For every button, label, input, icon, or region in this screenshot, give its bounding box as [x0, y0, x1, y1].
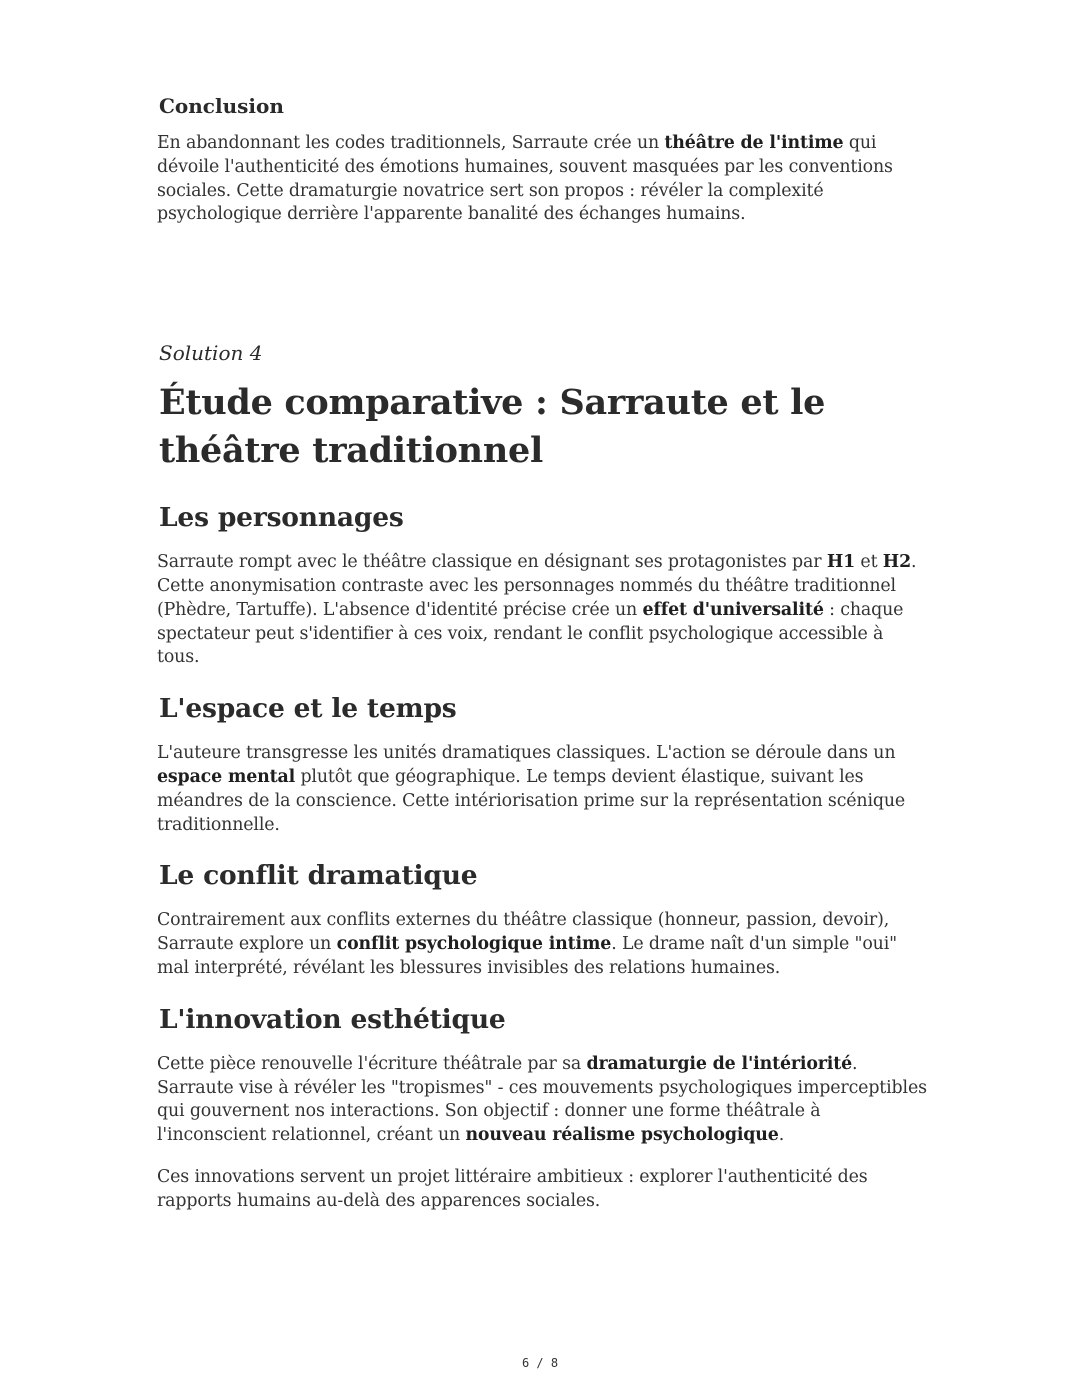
section-heading: L'espace et le temps: [159, 693, 457, 725]
section-heading: Le conflit dramatique: [159, 860, 478, 892]
solution-label: Solution 4: [159, 341, 263, 366]
section-innovation: [157, 1003, 927, 1214]
bold-text: espace mental: [157, 766, 296, 787]
section-heading: Les personnages: [159, 502, 404, 534]
text-run: En abandonnant les codes traditionnels, Sarraute crée un: [157, 133, 665, 153]
conclusion-heading: Conclusion: [159, 94, 284, 118]
text-run: .: [778, 1125, 785, 1146]
text-run: . Cette anonymisation contraste avec les personnages nommés du théâtre traditionnel (Phèdre, Tartuffe). L'absence d'identité précise crée un: [157, 552, 917, 620]
text-run: et: [855, 552, 883, 573]
text-run: . Le drame naît d'un simple "oui" mal interprété, révélant les blessures invisibles des relations humaines.: [157, 934, 897, 978]
bold-text: dramaturgie de l'intériorité: [586, 1053, 853, 1074]
section-paragraph: [157, 551, 927, 670]
section-paragraph: [157, 909, 927, 980]
conclusion-paragraph: [157, 132, 927, 227]
bold-text: théâtre de l'intime: [664, 133, 844, 153]
section-personnages: [157, 501, 927, 670]
page-title: Étude comparative : Sarraute et le théâtre traditionnel: [159, 382, 826, 472]
section-paragraph: [157, 742, 927, 837]
bold-text: H2: [882, 552, 912, 573]
section-heading: L'innovation esthétique: [159, 1003, 506, 1035]
bold-text: nouveau réalisme psychologique: [465, 1125, 779, 1146]
text-run: Sarraute rompt avec le théâtre classique en désignant ses protagonistes par: [157, 552, 827, 573]
text-run: Contrairement aux conflits externes du théâtre classique (honneur, passion, devoir), Sarraute explore un: [157, 910, 890, 955]
text-run: plutôt que géographique. Le temps devient élastique, suivant les méandres de la conscience. Cette intériorisation prime sur la représentation scénique traditionnelle.: [157, 766, 906, 835]
text-run: L'auteure transgresse les unités dramatiques classiques. L'action se déroule dans un: [157, 743, 896, 764]
bold-text: effet d'universalité: [642, 599, 824, 620]
page-number: 6 / 8: [521, 1356, 559, 1370]
text-run: . Sarraute vise à révéler les "tropismes" - ces mouvements psychologiques imperceptibles qui gouvernent nos interactions. Son objectif : donner une forme théâtrale à l'inconscient relationnel, créant un: [157, 1053, 927, 1146]
section-paragraph: [157, 1053, 927, 1148]
section-espace-temps: [157, 692, 927, 837]
text-run: : chaque spectateur peut s'identifier à ces voix, rendant le conflit psychologique accessible à tous.: [157, 599, 904, 668]
text-run: qui dévoile l'authenticité des émotions humaines, souvent masquées par les conventions sociales. Cette dramaturgie novatrice sert son propos : révéler la complexité psychologique derrière l'apparente banalité des échanges humains.: [157, 133, 893, 225]
bold-text: conflit psychologique intime: [336, 934, 612, 955]
text-run: Cette pièce renouvelle l'écriture théâtrale par sa: [157, 1053, 587, 1074]
document-page: [157, 94, 927, 1236]
bold-text: H1: [826, 552, 856, 573]
closing-paragraph: Ces innovations servent un projet littéraire ambitieux : explorer l'authenticité des rapports humains au-delà des apparences sociales.: [157, 1166, 868, 1211]
section-conflit: [157, 859, 927, 980]
